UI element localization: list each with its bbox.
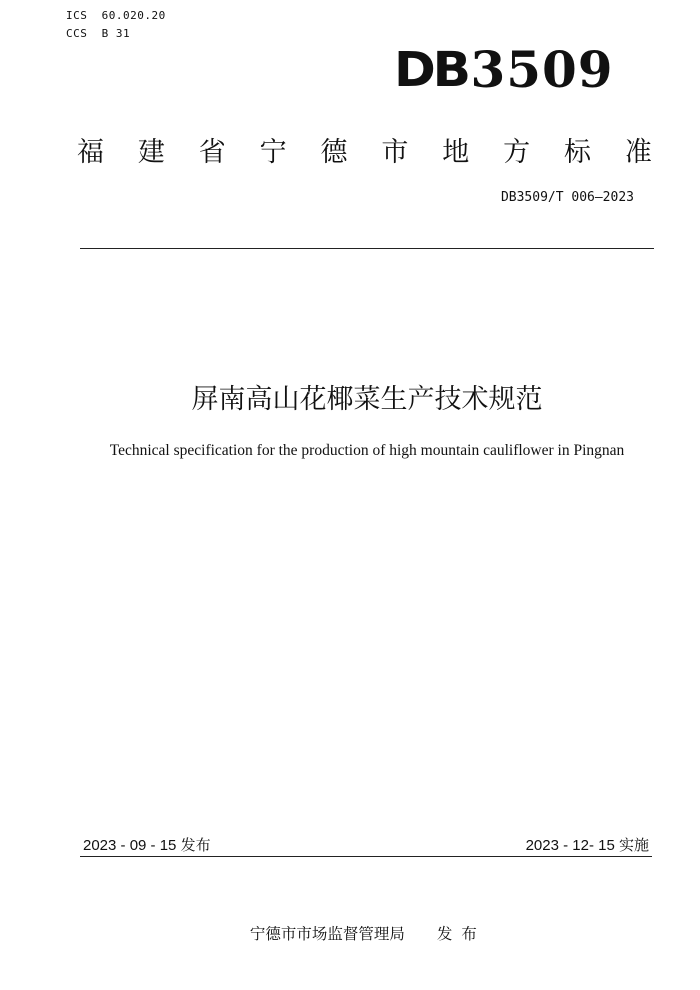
standard-type-char: 省	[198, 137, 226, 168]
standard-type-char: 建	[137, 137, 165, 168]
standard-type-heading	[77, 133, 652, 173]
logo-number: 3509	[470, 40, 614, 99]
standard-type-char: 方	[503, 137, 531, 168]
standard-type-char: 宁	[259, 137, 287, 168]
issuing-authority	[240, 904, 486, 944]
implementation-date: 2023 - 12- 15 实施	[525, 837, 649, 854]
standard-type-char: 标	[564, 137, 591, 168]
issuer-name: 宁德市市场监督管理局	[249, 925, 405, 943]
issue-date: 2023 - 09 - 15 发布	[83, 837, 211, 854]
standard-type-char: 德	[320, 137, 348, 168]
title-chinese: 屏南高山花椰菜生产技术规范	[191, 384, 543, 415]
top-divider	[80, 248, 654, 249]
bottom-divider	[80, 856, 652, 857]
logo-letters: DB	[394, 42, 468, 98]
standard-type-char: 准	[624, 137, 652, 168]
standard-type-char: 地	[442, 137, 470, 168]
issuer-action: 发布	[436, 925, 486, 943]
standard-logo	[394, 40, 634, 100]
standard-type-char: 福	[77, 137, 104, 168]
standard-type-char: 市	[381, 137, 409, 168]
ics-code: ICS 60.020.20	[66, 9, 166, 22]
ccs-code: CCS B 31	[66, 27, 131, 40]
standard-number: DB3509/T 006—2023	[500, 190, 634, 205]
title-english: Technical specification for the production of high mountain cauliflower in Pingnan	[109, 442, 625, 459]
